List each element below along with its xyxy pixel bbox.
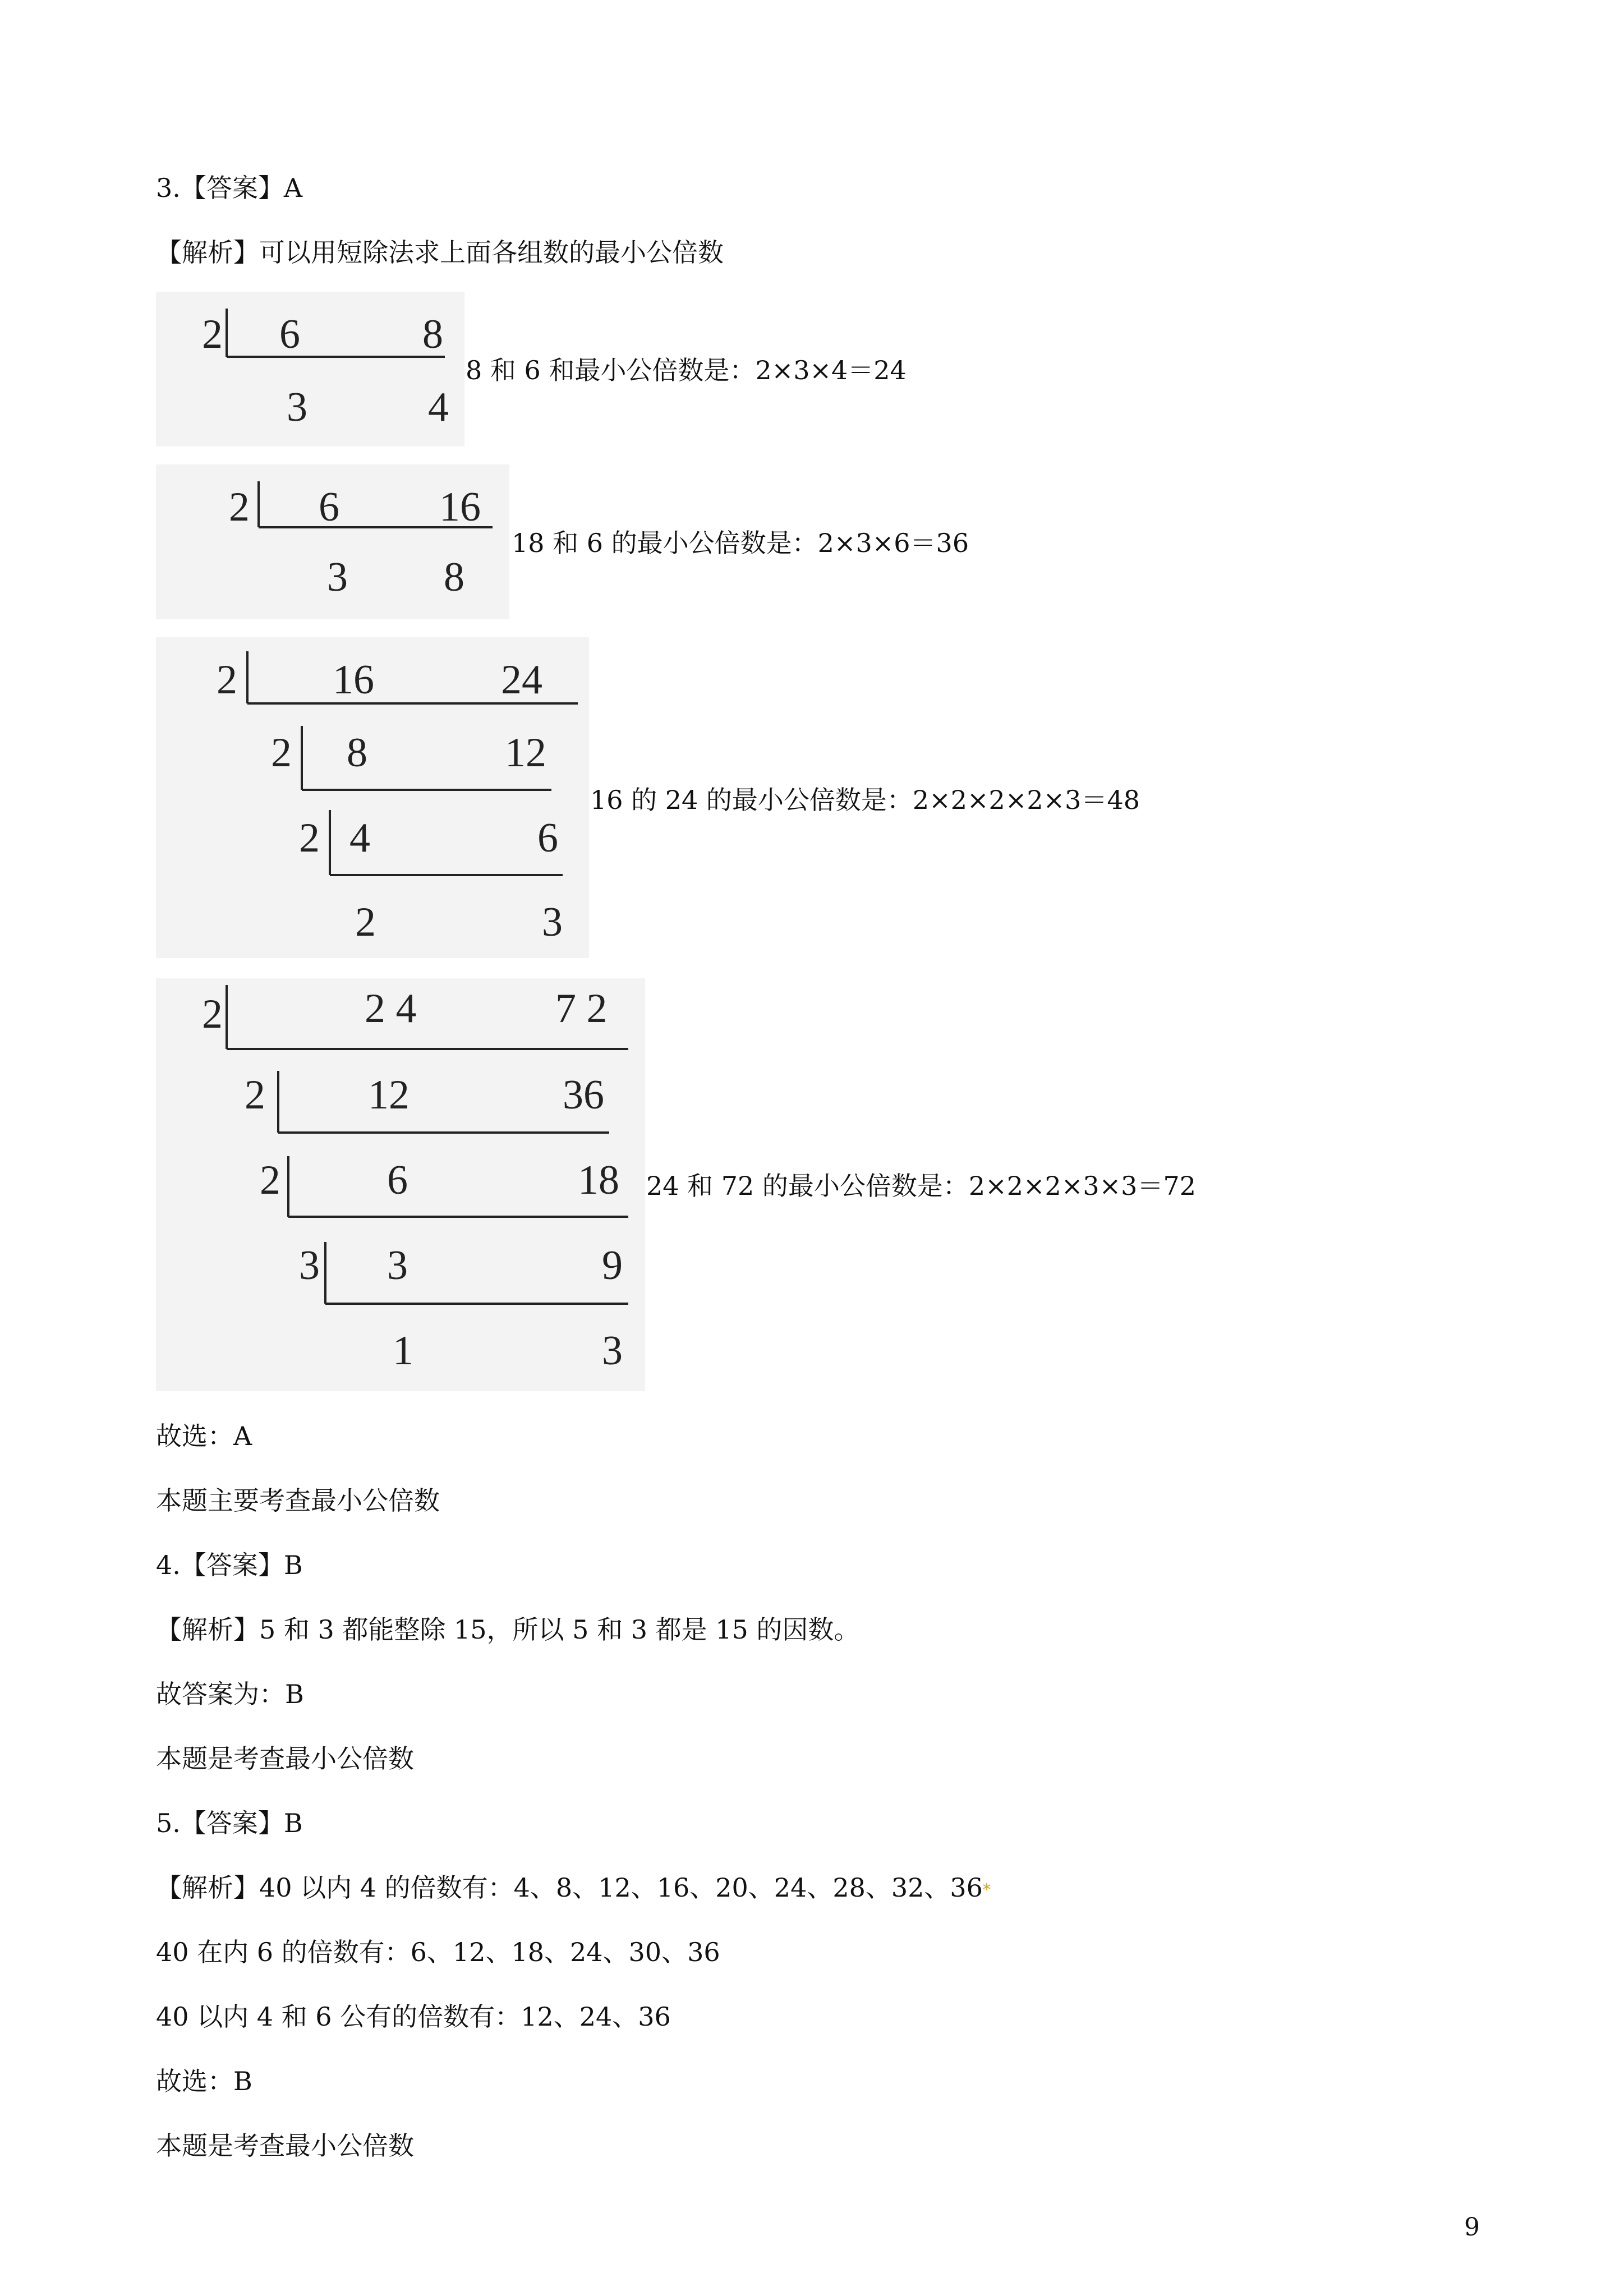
divisor: 2 bbox=[202, 311, 223, 357]
divisor: 3 bbox=[299, 1243, 320, 1289]
dividend: 16 bbox=[439, 484, 481, 530]
q5-answer: 5.【答案】B bbox=[156, 1808, 303, 1838]
q3-conclusion: 故选：A bbox=[156, 1421, 252, 1451]
dividend: 36 bbox=[563, 1072, 604, 1118]
quotient: 2 bbox=[355, 899, 376, 945]
dividend: 4 bbox=[349, 815, 370, 861]
quotient: 3 bbox=[327, 554, 348, 600]
q3-answer: 3.【答案】A bbox=[156, 173, 303, 203]
divisor: 2 bbox=[299, 815, 320, 861]
quotient: 1 bbox=[393, 1328, 413, 1374]
q4-topic: 本题是考查最小公倍数 bbox=[156, 1743, 414, 1774]
divisor: 2 bbox=[245, 1072, 265, 1118]
divisor: 2 bbox=[229, 484, 250, 530]
q4-analysis: 【解析】5 和 3 都能整除 15，所以 5 和 3 都是 15 的因数。 bbox=[156, 1614, 860, 1645]
dividend: 24 bbox=[501, 657, 542, 703]
q5-analysis: 【解析】40 以内 4 的倍数有：4、8、12、16、20、24、28、32、36 bbox=[156, 1872, 983, 1903]
caption-4: 24 和 72 的最小公倍数是：2×2×2×3×3＝72 bbox=[646, 1171, 1196, 1201]
divisor: 2 bbox=[202, 991, 223, 1037]
dividend: 12 bbox=[505, 730, 546, 776]
divisor: 2 bbox=[217, 657, 237, 703]
dividend: 8 bbox=[347, 730, 367, 776]
caption-3: 16 的 24 的最小公倍数是：2×2×2×2×3＝48 bbox=[590, 785, 1140, 815]
quotient: 4 bbox=[428, 384, 449, 430]
caption-2: 18 和 6 的最小公倍数是：2×3×6＝36 bbox=[512, 528, 969, 558]
q3-analysis: 【解析】可以用短除法求上面各组数的最小公倍数 bbox=[156, 237, 724, 268]
short-division-1 bbox=[156, 292, 464, 447]
dividend: 9 bbox=[602, 1243, 623, 1289]
dividend: 2 4 bbox=[365, 986, 417, 1032]
q5-analysis-line bbox=[156, 1871, 991, 1907]
q5-conclusion: 故选：B bbox=[156, 2066, 252, 2096]
dividend: 18 bbox=[578, 1157, 619, 1203]
short-division-2 bbox=[156, 464, 509, 619]
dividend: 12 bbox=[368, 1072, 410, 1118]
divisor: 2 bbox=[271, 730, 292, 776]
quotient: 3 bbox=[542, 899, 563, 945]
page-number: 9 bbox=[1464, 2213, 1480, 2242]
dividend: 6 bbox=[279, 311, 300, 357]
q5-line2: 40 在内 6 的倍数有：6、12、18、24、30、36 bbox=[156, 1937, 720, 1967]
short-division-3 bbox=[156, 637, 589, 958]
quotient: 3 bbox=[287, 384, 307, 430]
dividend: 3 bbox=[387, 1243, 408, 1289]
short-division-4 bbox=[156, 978, 645, 1391]
quotient: 8 bbox=[444, 554, 464, 600]
caption-1: 8 和 6 和最小公倍数是：2×3×4＝24 bbox=[466, 355, 907, 385]
dividend: 6 bbox=[319, 484, 339, 530]
dividend: 6 bbox=[387, 1157, 408, 1203]
q3-topic: 本题主要考查最小公倍数 bbox=[156, 1485, 440, 1516]
dividend: 8 bbox=[422, 311, 443, 357]
dividend: 6 bbox=[537, 815, 558, 861]
q5-line3: 40 以内 4 和 6 公有的倍数有：12、24、36 bbox=[156, 2001, 671, 2032]
dividend: 7 2 bbox=[555, 986, 608, 1032]
annotation-mark: * bbox=[982, 1880, 991, 1899]
q5-topic: 本题是考查最小公倍数 bbox=[156, 2131, 414, 2161]
dividend: 16 bbox=[333, 657, 374, 703]
divisor: 2 bbox=[260, 1157, 280, 1203]
q4-answer: 4.【答案】B bbox=[156, 1550, 303, 1580]
quotient: 3 bbox=[602, 1328, 623, 1374]
q4-conclusion: 故答案为：B bbox=[156, 1679, 304, 1709]
